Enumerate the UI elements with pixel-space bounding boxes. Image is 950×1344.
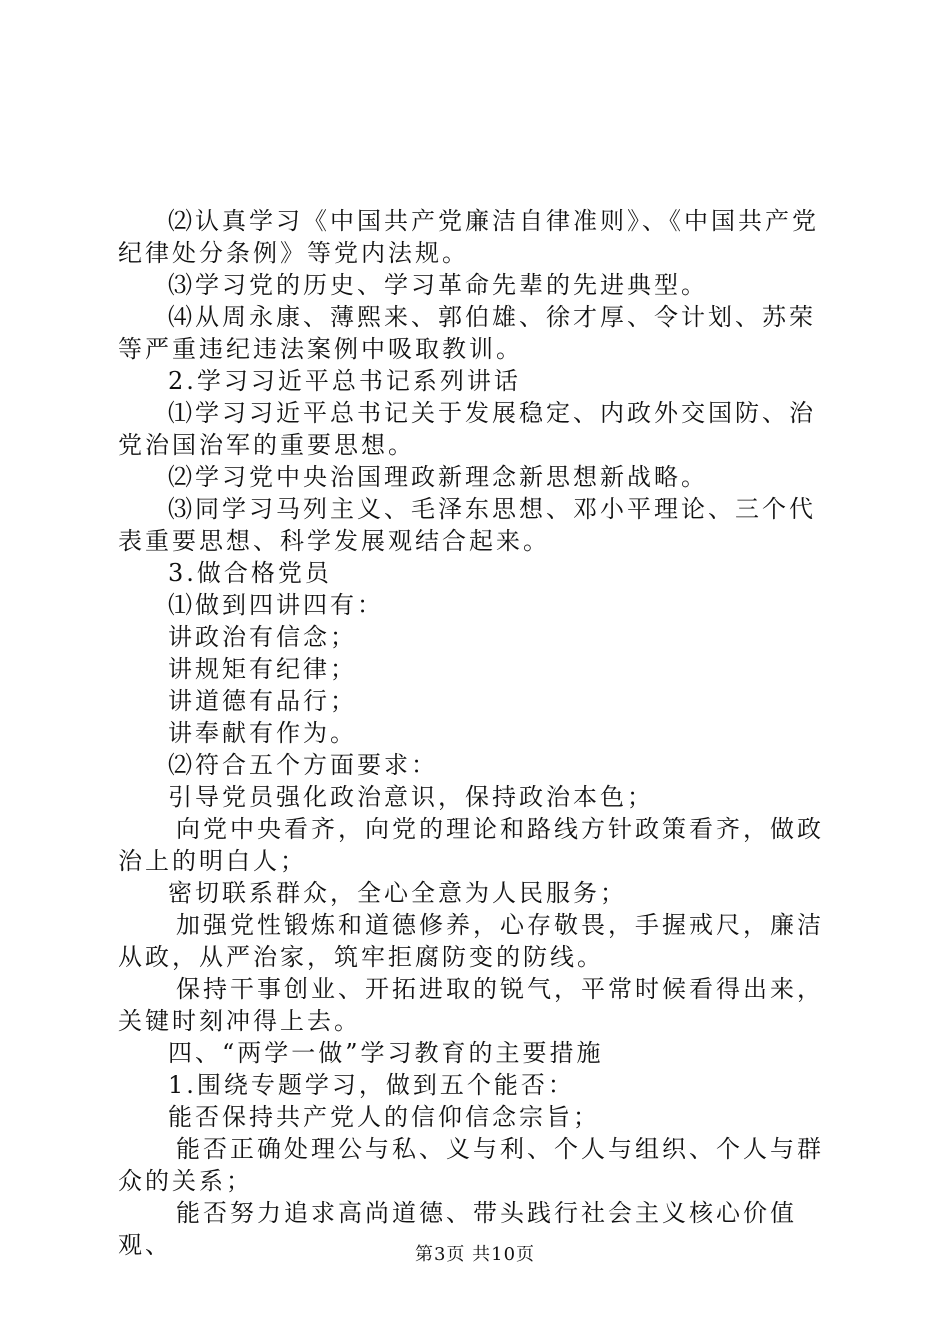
list-item-2: 讲规矩有纪律； <box>168 655 357 683</box>
section-heading-4: 四、“两学一做”学习教育的主要措施 <box>168 1039 604 1067</box>
paragraph-2: ⑶学习党的历史、学习革命先辈的先进典型。 <box>168 271 708 299</box>
document-body <box>118 205 838 1261</box>
list-item-4: 讲奉献有作为。 <box>168 719 357 747</box>
question-1: 能否保持共产党人的信仰信念宗旨； <box>168 1103 600 1131</box>
paragraph-21: 1.围绕专题学习，做到五个能否： <box>168 1071 575 1099</box>
list-item-1: 讲政治有信念； <box>168 623 357 651</box>
page-number: 第3页 共10页 <box>414 1244 536 1265</box>
paragraph-14: ⑵符合五个方面要求： <box>168 751 438 779</box>
question-2: 能否正确处理公与私、义与利、个人与组织、个人与群众的关系； <box>118 1135 824 1195</box>
section-heading-3: 3.做合格党员 <box>168 559 332 587</box>
requirement-1: 引导党员强化政治意识，保持政治本色； <box>168 783 654 811</box>
list-item-3: 讲道德有品行； <box>168 687 357 715</box>
paragraph-6: ⑵学习党中央治国理政新理念新思想新战略。 <box>168 463 708 491</box>
requirement-4: 加强党性锻炼和道德修养，心存敬畏，手握戒尺，廉洁从政，从严治家，筑牢拒腐防变的防线。 <box>118 911 824 971</box>
requirement-5: 保持干事创业、开拓进取的锐气，平常时候看得出来，关键时刻冲得上去。 <box>118 975 824 1035</box>
requirement-3: 密切联系群众，全心全意为人民服务； <box>168 879 627 907</box>
section-heading-2: 2.学习习近平总书记系列讲话 <box>168 367 521 395</box>
paragraph-3: ⑷从周永康、薄熙来、郭伯雄、徐才厚、令计划、苏荣等严重违纪违法案例中吸取教训。 <box>118 303 816 363</box>
paragraph-7: ⑶同学习马列主义、毛泽东思想、邓小平理论、三个代表重要思想、科学发展观结合起来。 <box>118 495 816 555</box>
paragraph-5: ⑴学习习近平总书记关于发展稳定、内政外交国防、治党治国治军的重要思想。 <box>118 399 816 459</box>
paragraph-1: ⑵认真学习《中国共产党廉洁自律准则》、《中国共产党纪律处分条例》等党内法规。 <box>118 207 819 267</box>
question-3: 能否努力追求高尚道德、带头践行社会主义核心价值观、 <box>118 1199 797 1259</box>
paragraph-9: ⑴做到四讲四有： <box>168 591 384 619</box>
requirement-2: 向党中央看齐，向党的理论和路线方针政策看齐，做政治上的明白人； <box>118 815 824 875</box>
